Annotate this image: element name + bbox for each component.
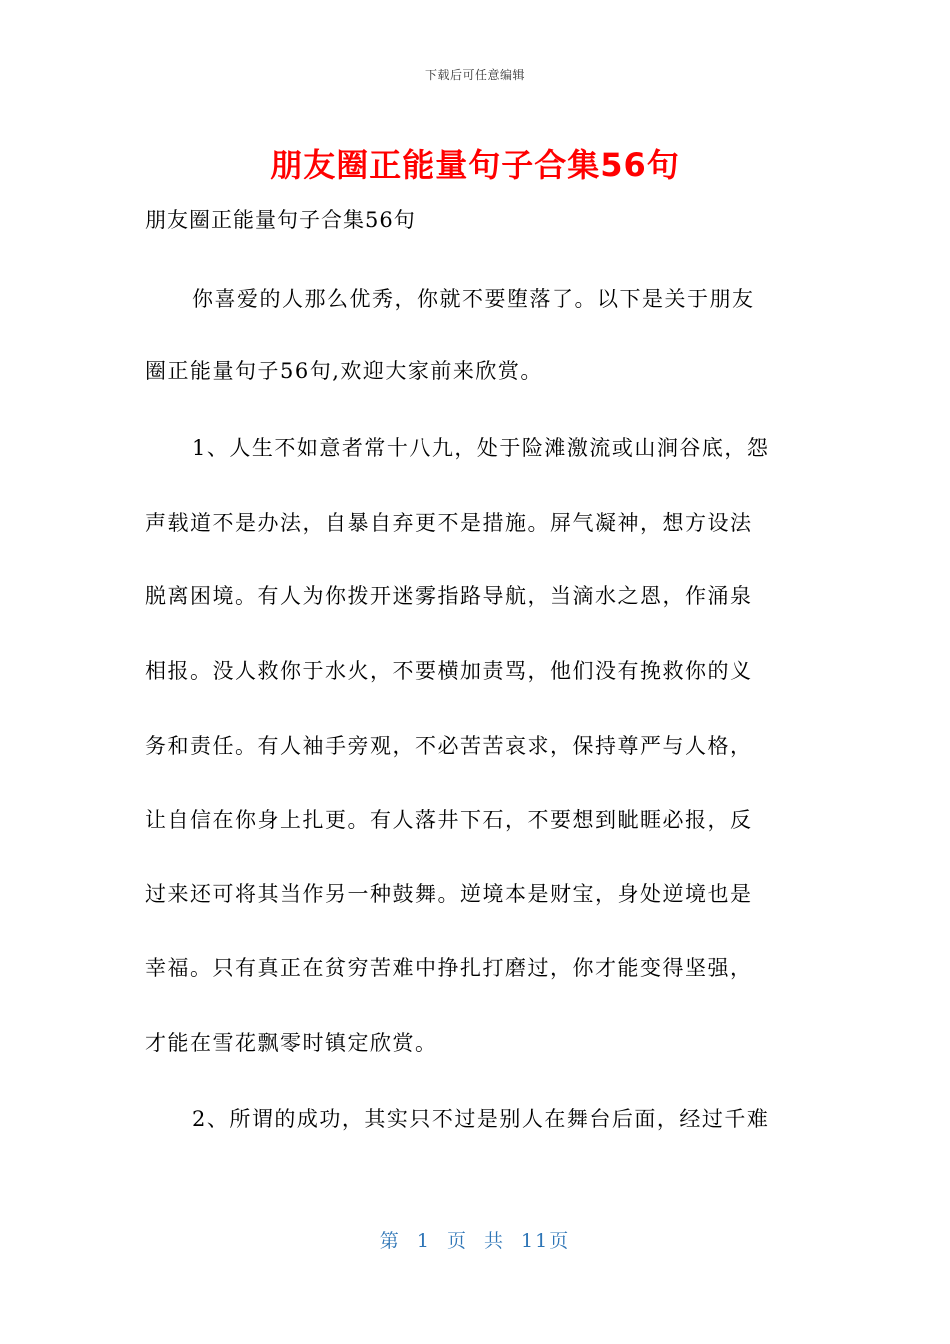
paragraph-line: 圈正能量句子56句,欢迎大家前来欣赏。 [145, 359, 543, 383]
document-title: 朋友圈正能量句子合集56句 [270, 146, 680, 184]
paragraph-line: 你喜爱的人那么优秀，你就不要堕落了。以下是关于朋友 [192, 287, 755, 311]
paragraph-line: 才能在雪花飘零时镇定欣赏。 [145, 1031, 438, 1055]
paragraph-line: 过来还可将其当作另一种鼓舞。逆境本是财宝，身处逆境也是 [145, 882, 753, 906]
paragraph-line: 让自信在你身上扎更。有人落井下石，不要想到眦睚必报，反 [145, 808, 753, 832]
paragraph-line: 1、人生不如意者常十八九，处于险滩激流或山涧谷底，怨 [192, 436, 770, 460]
paragraph-line: 2、所谓的成功，其实只不过是别人在舞台后面，经过千难 [192, 1107, 770, 1131]
paragraph-line: 务和责任。有人袖手旁观，不必苦苦哀求，保持尊严与人格， [145, 734, 753, 758]
paragraph-line: 脱离困境。有人为你拨开迷雾指路导航，当滴水之恩，作涌泉 [145, 584, 753, 608]
paragraph-line: 声载道不是办法，自暴自弃更不是措施。屏气凝神，想方设法 [145, 511, 753, 535]
paragraph-line: 幸福。只有真正在贫穷苦难中挣扎打磨过，你才能变得坚强， [145, 956, 753, 980]
header-note: 下载后可任意编辑 [424, 68, 525, 82]
paragraph-line: 相报。没人救你于水火，不要横加责骂，他们没有挽救你的义 [145, 659, 753, 683]
page-footer: 第 1 页 共 11页 [379, 1230, 571, 1252]
document-subtitle: 朋友圈正能量句子合集56句 [145, 208, 416, 232]
